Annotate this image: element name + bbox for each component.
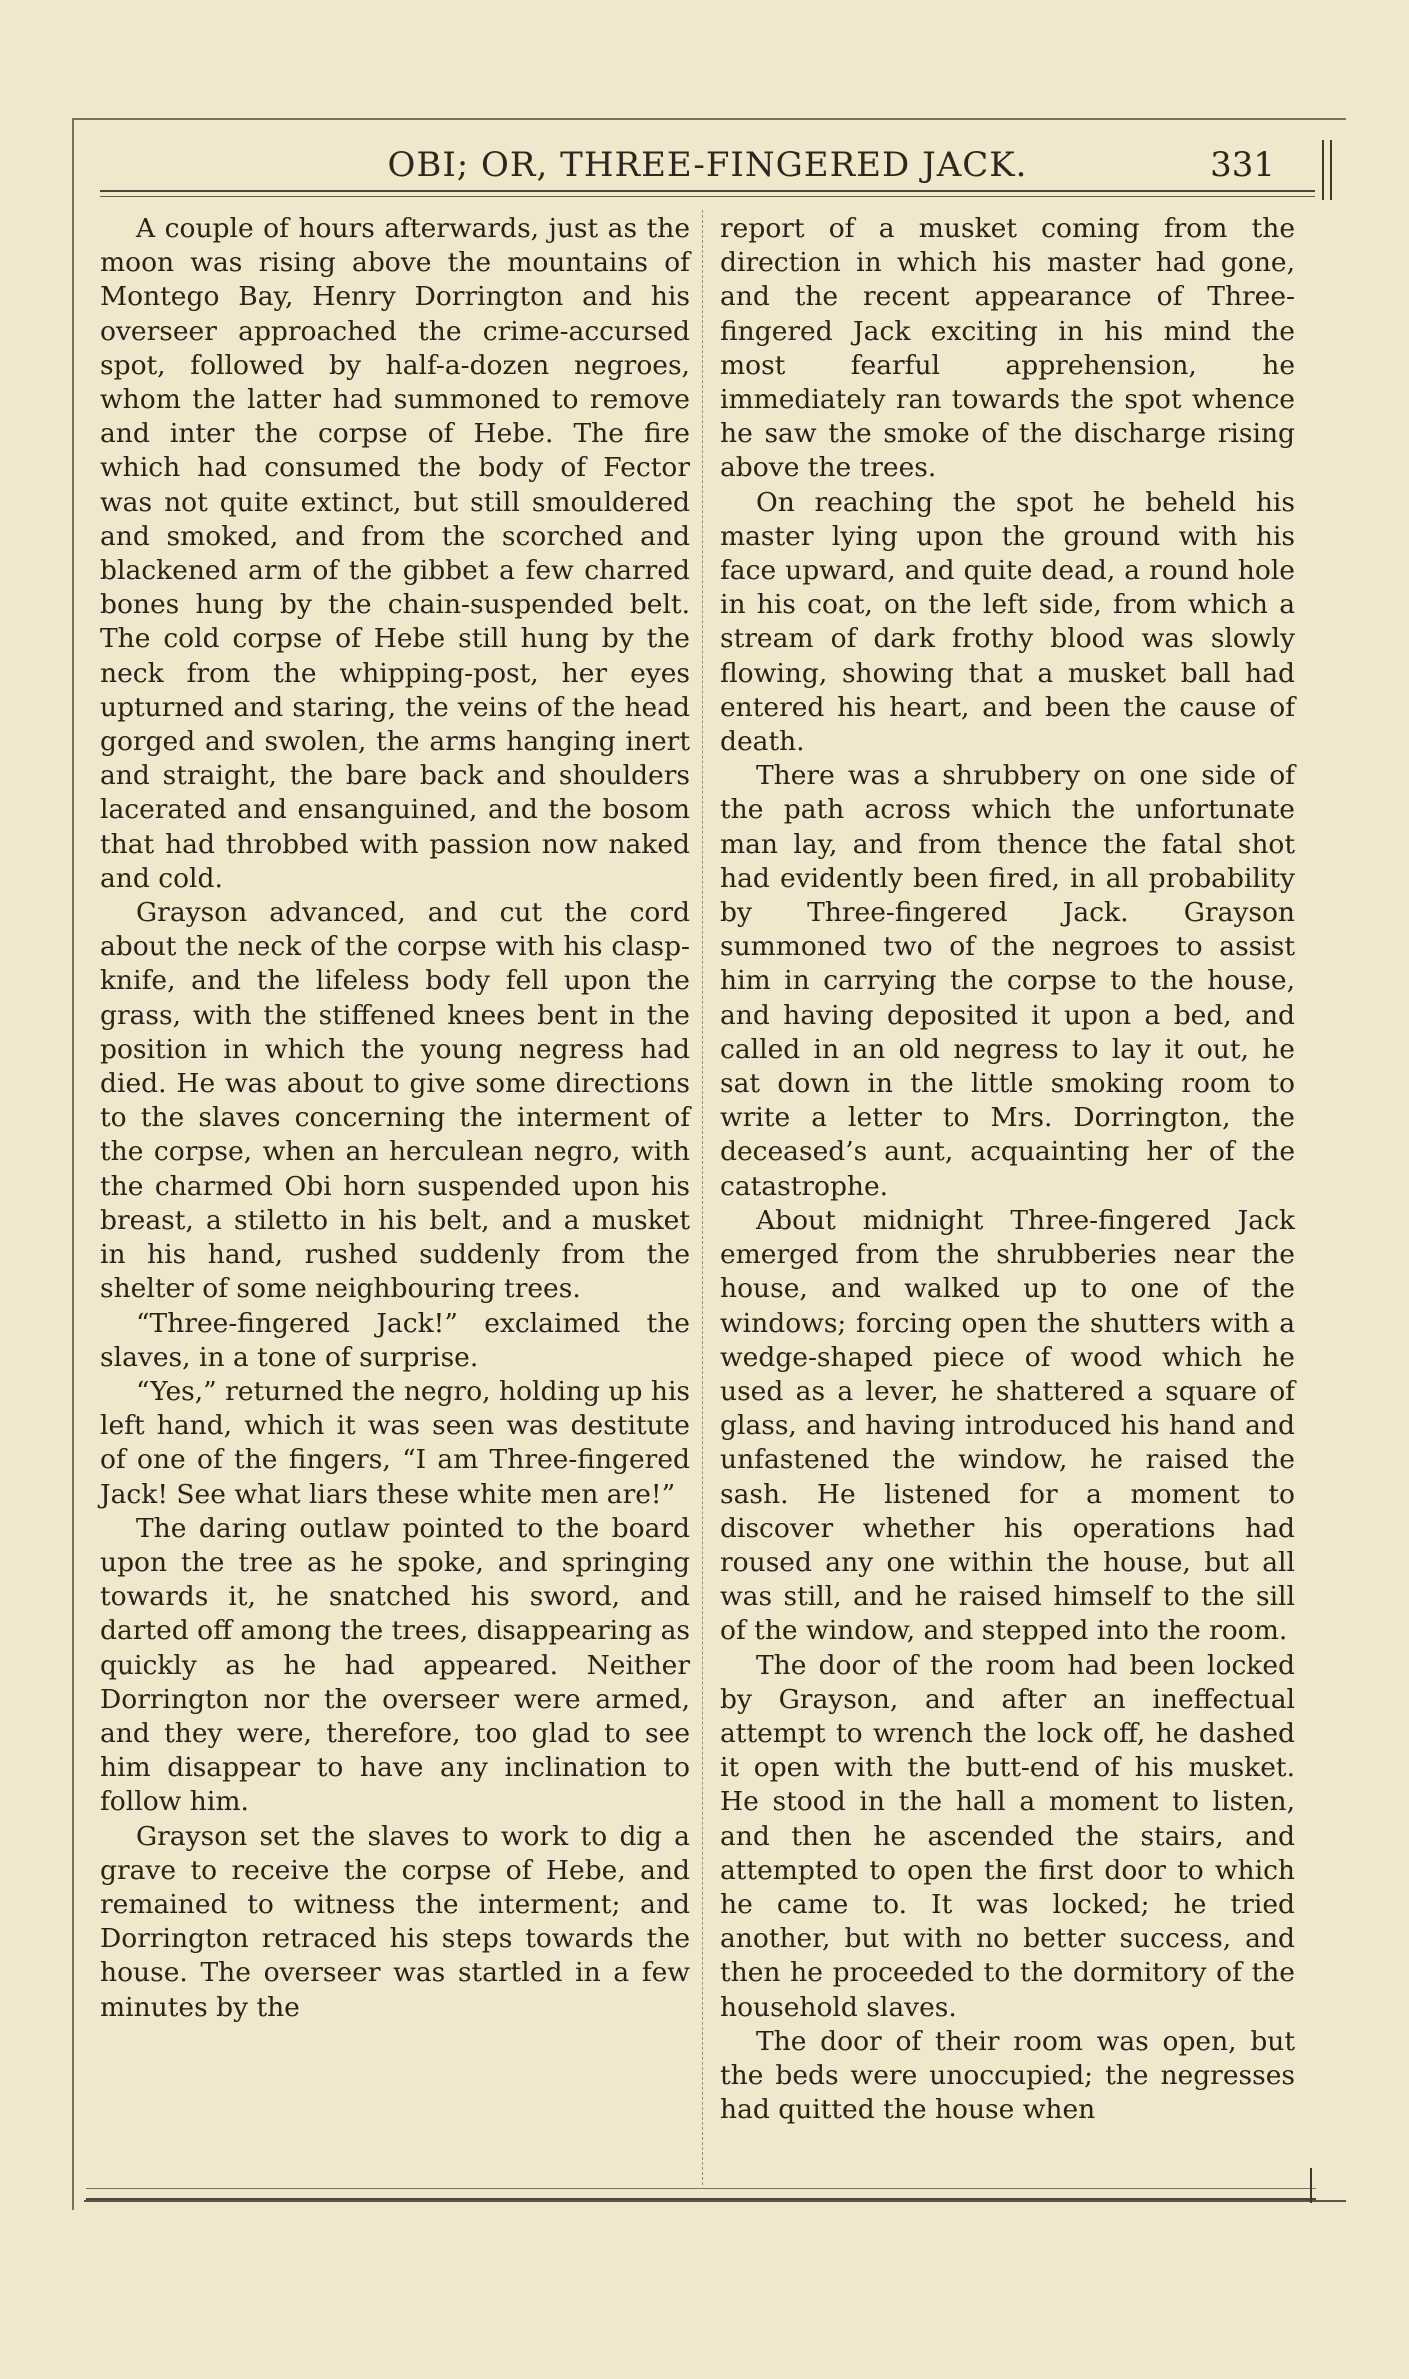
footer-rule [86,2198,1316,2200]
page-number: 331 [1210,145,1275,185]
paragraph: The daring outlaw pointed to the board upon the tree as he spoke, and springing towards it, he snatched his sword, and darted off among the trees, disappearing as quickly as he had appeared. Neither Dorrington nor the overseer were armed, and they were, therefore, too glad to see him disappear to have any inclination to follow him. [100,1512,690,1818]
header-rule [100,196,1315,197]
left-column [100,212,690,2025]
header-bar [1330,140,1332,200]
column-divider [702,210,703,2185]
paragraph: The door of the room had been locked by Grayson, and after an ineffectual attempt to wrench the lock off, he dashed it open with the butt-end of his musket. He stood in the hall a moment to listen, and then he ascended the stairs, and attempted to open the first door to which he came to. It was locked; he tried another, but with no better success, and then he proceeded to the dormitory of the household slaves. [720,1649,1295,2023]
paragraph: About midnight Three-fingered Jack emerged from the shrubberies near the house, and walked up to one of the windows; forcing open the shutters with a wedge-shaped piece of wood which he used as a lever, he shattered a square of glass, and having introduced his hand and unfastened the window, he raised the sash. He listened for a moment to discover whether his operations had roused any one within the house, but all was still, and he raised himself to the sill of the window, and stepped into the room. [720,1204,1295,1647]
paragraph: Grayson set the slaves to work to dig a grave to receive the corpse of Hebe, and remained to witness the interment; and Dorrington retraced his steps towards the house. The overseer was startled in a few minutes by the [100,1820,690,2023]
running-head: OBI; OR, THREE-FINGERED JACK. [387,145,1028,185]
header-rule [100,190,1315,192]
paragraph: There was a shrubbery on one side of the path across which the unfortunate man lay, and from thence the fatal shot had evidently been fired, in all probability by Three-fingered Jack. Grayson summoned two of the negroes to assist him in carrying the corpse to the house, and having deposited it upon a bed, and called in an old negress to lay it out, he sat down in the little smoking room to write a letter to Mrs. Dorrington, the deceased’s aunt, acquainting her of the catastrophe. [720,760,1295,1202]
page-header [100,135,1315,185]
paragraph: On reaching the spot he beheld his master lying upon the ground with his face upward, and quite dead, a round hole in his coat, on the left side, from which a stream of dark frothy blood was slowly flowing, showing that a musket ball had entered his heart, and been the cause of death. [720,486,1295,758]
footer-rule [86,2188,1316,2189]
paragraph: “Yes,” returned the negro, holding up his left hand, which it was seen was destitute of one of the fingers, “I am Three-fingered Jack! See what liars these white men are!” [100,1375,691,1510]
footer-bar [1310,2168,1312,2203]
header-bar [1322,140,1324,200]
paragraph: report of a musket coming from the direction in which his master had gone, and the recent appearance of Three-fingered Jack exciting in his mind the most fearful apprehension, he immediately ran towards the spot whence he saw the smoke of the discharge rising above the trees. [720,213,1295,484]
paragraph: A couple of hours afterwards, just as the moon was rising above the mountains of Montego Bay, Henry Dorrington and his overseer approached the crime-accursed spot, followed by half-a-dozen negroes, whom the latter had summoned to remove and inter the corpse of Hebe. The fire which had consumed the body of Fector was not quite extinct, but still smouldered and smoked, and from the scorched and blackened arm of the gibbet a few charred bones hung by the chain-suspended belt. The cold corpse of Hebe still hung by the neck from the whipping-post, her eyes upturned and staring, the veins of the head gorged and swolen, the arms hanging inert and straight, the bare back and shoulders lacerated and ensanguined, and the bosom that had throbbed with passion now naked and cold. [100,213,690,894]
paragraph: The door of their room was open, but the beds were unoccupied; the negresses had quitted the house when [720,2025,1295,2126]
right-column [720,212,1295,2127]
paragraph: Grayson advanced, and cut the cord about the neck of the corpse with his clasp-knife, and the lifeless body fell upon the grass, with the stiffened knees bent in the position in which the young negress had died. He was about to give some directions to the slaves concerning the interment of the corpse, when an herculean negro, with the charmed Obi horn suspended upon his breast, a stiletto in his belt, and a musket in his hand, rushed suddenly from the shelter of some neighbouring trees. [100,897,690,1305]
paragraph: “Three-fingered Jack!” exclaimed the slaves, in a tone of surprise. [100,1307,690,1373]
